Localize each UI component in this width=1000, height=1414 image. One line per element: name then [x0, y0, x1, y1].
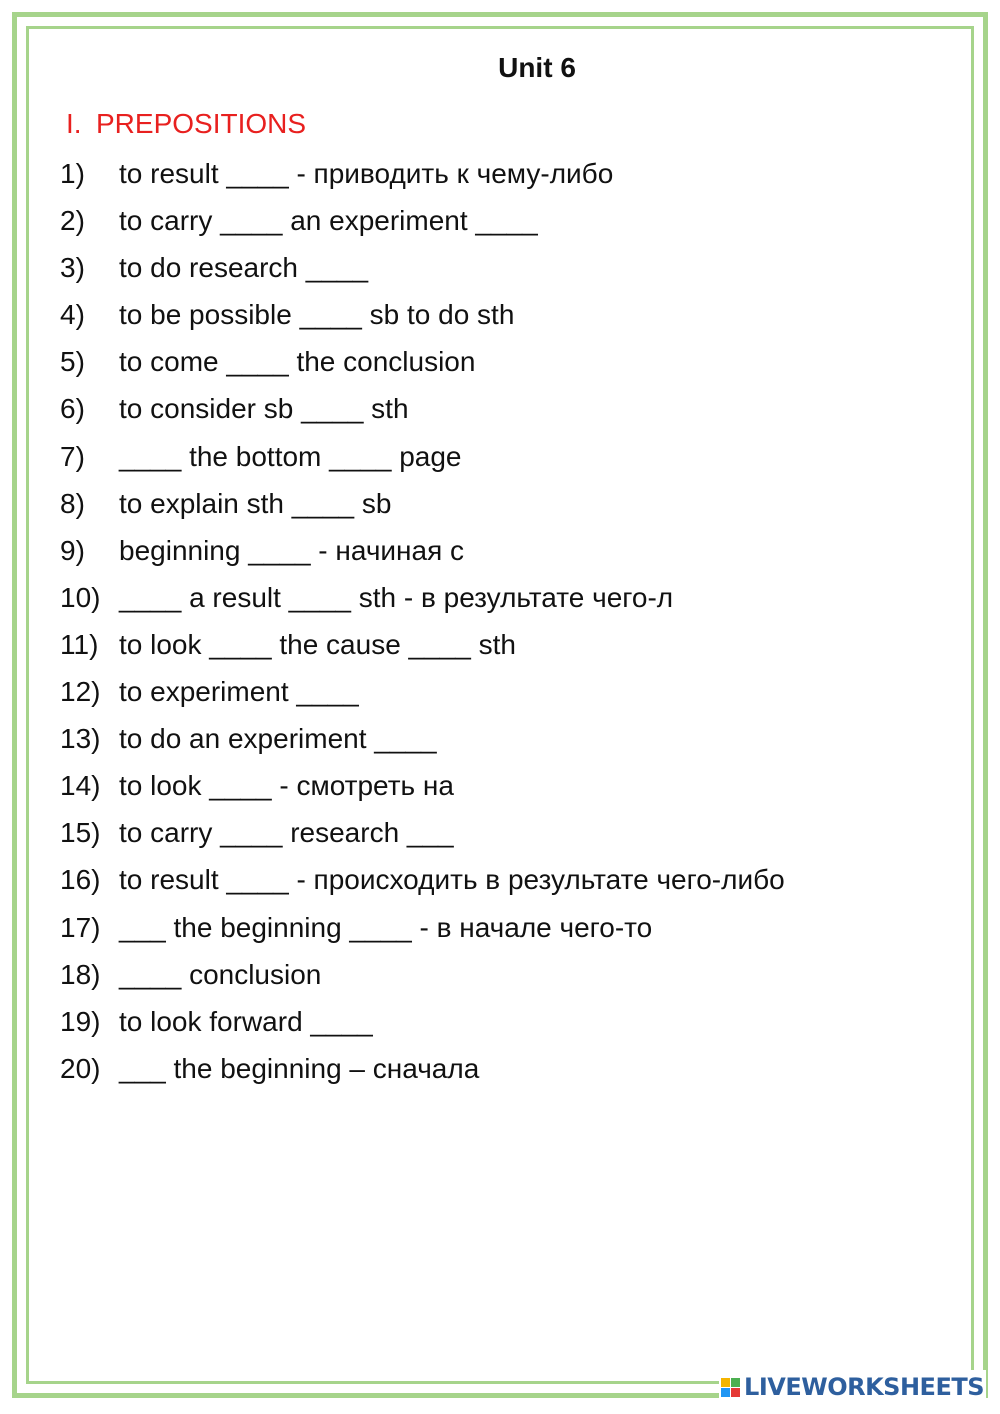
item-text: to carry ____ an experiment ____: [119, 205, 538, 237]
item-text: to experiment ____: [119, 676, 359, 708]
item-number: 18): [60, 958, 101, 990]
list-item: [60, 766, 785, 813]
item-text: ____ conclusion: [119, 958, 322, 990]
logo-square: [721, 1388, 730, 1397]
list-item: [60, 201, 785, 248]
list-item: [60, 955, 785, 1002]
list-item: [60, 672, 785, 719]
list-item: [60, 908, 785, 955]
item-text: to look ____ the cause ____ sth: [119, 628, 516, 660]
item-number: 1): [60, 158, 85, 189]
item-text: to explain sth ____ sb: [119, 487, 392, 519]
list-item: [60, 248, 785, 295]
item-text: ___ the beginning ____ - в начале чего-то: [119, 911, 653, 943]
item-number: 13): [60, 723, 101, 755]
item-text: to carry ____ research ___: [119, 817, 454, 849]
liveworksheets-logo-icon: [721, 1378, 740, 1397]
item-number: 12): [60, 676, 101, 708]
item-number: 10): [60, 581, 101, 613]
item-text: to do an experiment ____: [119, 723, 437, 755]
item-number: 8): [60, 487, 85, 519]
list-item: [60, 389, 785, 436]
item-number: 20): [60, 1052, 101, 1084]
list-item: [60, 625, 785, 672]
item-number: 11): [60, 628, 99, 660]
item-number: 14): [60, 770, 101, 802]
list-item: [60, 578, 785, 625]
list-item: [60, 342, 785, 389]
item-text: beginning ____ - начиная с: [119, 534, 465, 566]
exercise-list: [60, 154, 785, 1096]
item-number: 6): [60, 393, 85, 425]
item-text: to result ____ - приводить к чему-либо: [119, 158, 614, 189]
list-item: [60, 1002, 785, 1049]
section-number: I.: [66, 108, 82, 139]
list-item: [60, 860, 785, 907]
item-text: to look ____ - смотреть на: [119, 770, 454, 802]
item-number: 9): [60, 534, 85, 566]
list-item: [60, 719, 785, 766]
list-item: [60, 484, 785, 531]
section-title: PREPOSITIONS: [96, 108, 307, 139]
item-text: to look forward ____: [119, 1005, 373, 1037]
logo-text: LIVEWORKSHEETS: [744, 1373, 984, 1401]
list-item: [60, 295, 785, 342]
logo-square: [731, 1378, 740, 1387]
list-item: [60, 437, 785, 484]
item-number: 3): [60, 252, 85, 284]
section-heading: [66, 108, 306, 140]
item-number: 2): [60, 205, 85, 237]
list-item: [60, 1049, 785, 1096]
list-item: [60, 154, 785, 201]
logo-square: [721, 1378, 730, 1387]
list-item: [60, 531, 785, 578]
item-text: ____ a result ____ sth - в результате чего-л: [119, 581, 674, 613]
item-text: ____ the bottom ____ page: [119, 440, 462, 472]
item-text: to consider sb ____ sth: [119, 393, 409, 425]
item-text: to be possible ____ sb to do sth: [119, 299, 515, 331]
item-text: to do research ____: [119, 252, 369, 284]
liveworksheets-logo: [719, 1370, 986, 1404]
item-number: 16): [60, 864, 101, 896]
item-number: 4): [60, 299, 85, 331]
item-number: 5): [60, 346, 85, 378]
page-title: Unit 6: [498, 52, 576, 83]
item-text: ___ the beginning – сначала: [119, 1052, 480, 1084]
logo-square: [731, 1388, 740, 1397]
item-text: to result ____ - происходить в результате чего-либо: [119, 864, 785, 896]
item-number: 15): [60, 817, 101, 849]
item-number: 19): [60, 1005, 101, 1037]
item-number: 17): [60, 911, 101, 943]
item-number: 7): [60, 440, 85, 472]
item-text: to come ____ the conclusion: [119, 346, 476, 378]
list-item: [60, 813, 785, 860]
